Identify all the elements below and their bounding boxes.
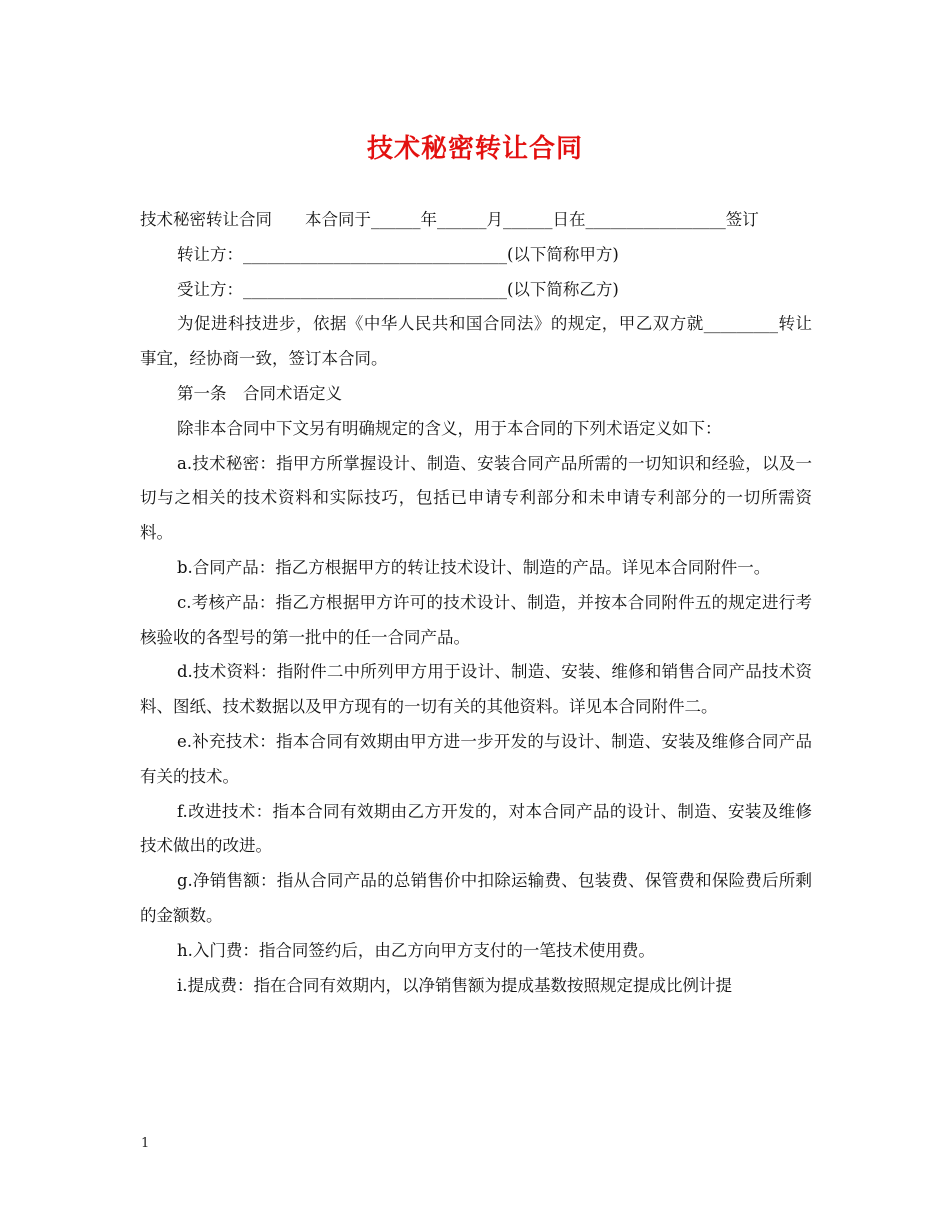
definitions-intro: 除非本合同中下文另有明确规定的含义，用于本合同的下列术语定义如下： bbox=[177, 418, 722, 438]
definition-item: b.合同产品：指乙方根据甲方的转让技术设计、制造的产品。详见本合同附件一。 bbox=[177, 557, 771, 577]
preamble-paragraph: 为促进科技进步，依据《中华人民共和国合同法》的规定，甲乙双方就_________转让事宜，经协商一致，签订本合同。 bbox=[140, 314, 812, 369]
article-heading: 第一条 合同术语定义 bbox=[177, 383, 342, 403]
document-title: 技术秘密转让合同 bbox=[366, 134, 583, 164]
contract-header-line: 技术秘密转让合同 本合同于______年______月______日在_________________签订 bbox=[140, 210, 759, 229]
definition-item: f.改进技术：指本合同有效期由乙方开发的，对本合同产品的设计、制造、安装及维修技术做出的改进。 bbox=[140, 801, 812, 856]
page-number: 1 bbox=[141, 1136, 150, 1151]
document-body bbox=[140, 203, 812, 1003]
definition-item: h.入门费：指合同签约后，由乙方向甲方支付的一笔技术使用费。 bbox=[177, 940, 655, 960]
definition-item: i.提成费：指在合同有效期内，以净销售额为提成基数按照规定提成比例计提 bbox=[177, 975, 733, 995]
definition-item: e.补充技术：指本合同有效期由甲方进一步开发的与设计、制造、安装及维修合同产品有关的技术。 bbox=[140, 731, 812, 786]
definition-item: a.技术秘密：指甲方所掌握设计、制造、安装合同产品所需的一切知识和经验，以及一切与之相关的技术资料和实际技巧，包括已申请专利部分和未申请专利部分的一切所需资料。 bbox=[140, 453, 812, 543]
definition-item: c.考核产品：指乙方根据甲方许可的技术设计、制造，并按本合同附件五的规定进行考核验收的各型号的第一批中的任一合同产品。 bbox=[140, 592, 812, 647]
transferor-line: 转让方：________________________________(以下简称甲方) bbox=[177, 244, 619, 264]
definition-item: d.技术资料：指附件二中所列甲方用于设计、制造、安装、维修和销售合同产品技术资料、图纸、技术数据以及甲方现有的一切有关的其他资料。详见本合同附件二。 bbox=[140, 662, 812, 717]
transferee-line: 受让方：________________________________(以下简称乙方) bbox=[177, 279, 619, 299]
definition-item: g.净销售额：指从合同产品的总销售价中扣除运输费、包装费、保管费和保险费后所剩的金额数。 bbox=[140, 871, 812, 925]
